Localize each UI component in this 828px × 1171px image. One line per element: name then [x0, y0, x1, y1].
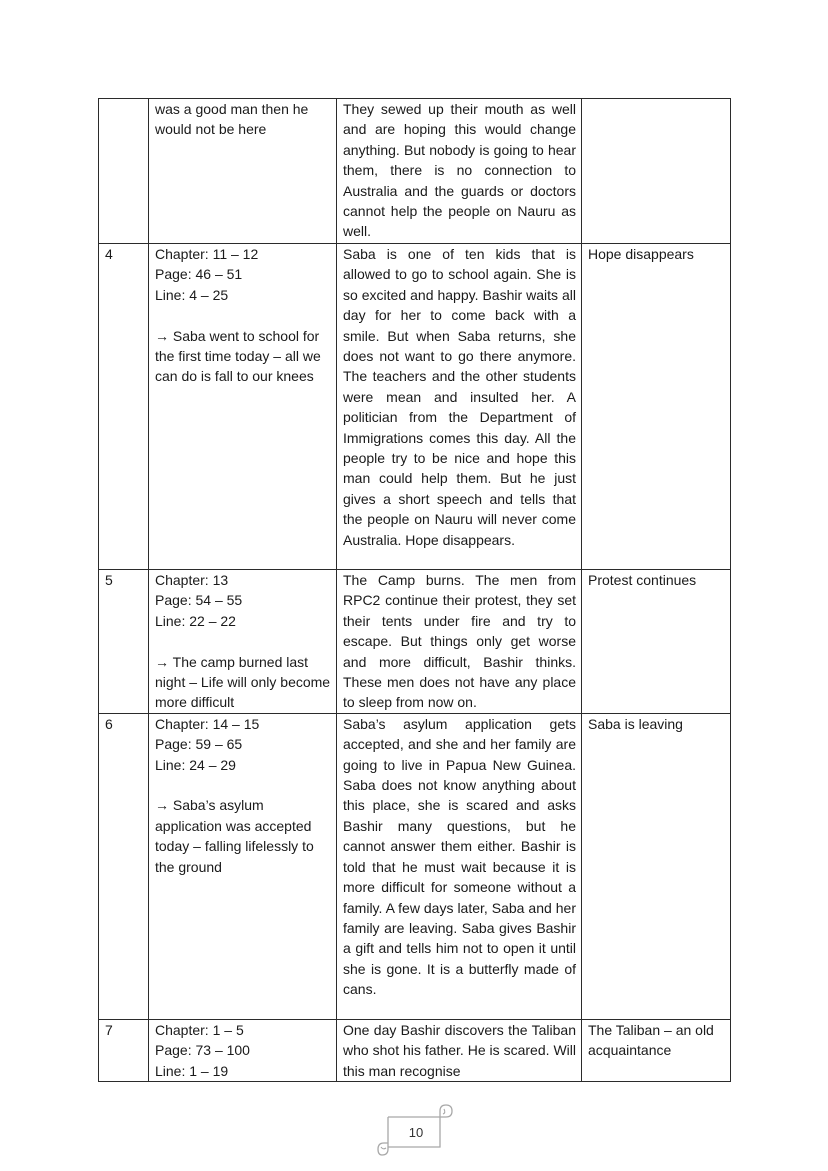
page-ref: Page: 54 – 55	[155, 592, 243, 609]
table-row	[99, 244, 731, 570]
summary-cell: They sewed up their mouth as well and are hoping this would change anything. But nobody is going to hear them, there is no connection to Australia and the guards or doctors cannot help the people on Nauru as well.	[337, 99, 582, 244]
summary-cell: Saba is one of ten kids that is allowed to go to school again. She is so excited and happy. Bashir waits all day for her to come back with a smile. But when Saba returns, she does not want to go there anymore. The teachers and the other students were mean and insulted her. A politician from the Department of Immigrations comes this day. All the people try to be nice and hope this man could help them. But he just gives a short speech and tells that the people on Nauru will never come Australia. Hope disappears.	[337, 244, 582, 570]
table-row	[99, 1019, 731, 1081]
page-ref: Page: 59 – 65	[155, 736, 243, 753]
page-ref: Page: 46 – 51	[155, 266, 243, 283]
quote-text: → Saba’s asylum application was accepted today – falling lifelessly to the ground	[155, 797, 314, 875]
line-ref: Line: 4 – 25	[155, 286, 229, 303]
chapter-ref: Chapter: 11 – 12	[155, 246, 259, 262]
summary-cell: Saba’s asylum application gets accepted, and she and her family are going to live in Papua New Guinea. Saba does not know anything about this place, she is scared and asks Bashir many questions, but he cannot answer them either. Bashir is told that he must wait because it is more difficult for someone without a family. A few days later, Saba and her family are leaving. Saba gives Bashir a gift and tells him not to open it until she is gone. It is a butterfly made of cans.	[337, 713, 582, 1019]
reference-cell	[149, 570, 337, 714]
reference-cell	[149, 99, 337, 244]
title-cell: Saba is leaving	[582, 713, 731, 1019]
chapter-ref: Chapter: 1 – 5	[155, 1021, 244, 1038]
table-row	[99, 713, 731, 1019]
reading-log-table	[98, 98, 731, 1082]
title-cell: Protest continues	[582, 570, 731, 714]
summary-cell: The Camp burns. The men from RPC2 continue their protest, they set their tents under fire and try to escape. But things only get worse and more difficult, Bashir thinks. These men does not have any place to sleep from now on.	[337, 570, 582, 714]
page-footer	[376, 1103, 454, 1161]
title-cell: Hope disappears	[582, 244, 731, 570]
chapter-ref: Chapter: 14 – 15	[155, 715, 260, 732]
summary-cell: One day Bashir discovers the Taliban who shot his father. He is scared. Will this man recognise	[337, 1019, 582, 1081]
table-row	[99, 99, 731, 244]
page-number: 10	[408, 1125, 424, 1140]
entry-number: 6	[99, 713, 149, 1019]
page-ref: Page: 73 – 100	[155, 1042, 250, 1059]
title-cell: The Taliban – an old acquaintance	[582, 1019, 731, 1081]
quote-text: → Saba went to school for the first time today – all we can do is fall to our knees	[155, 327, 321, 385]
reference-cell	[149, 713, 337, 1019]
reference-cell	[149, 1019, 337, 1081]
reference-cell	[149, 244, 337, 570]
chapter-ref: Chapter: 13	[155, 572, 229, 588]
title-cell	[582, 99, 731, 244]
entry-number: 4	[99, 244, 149, 570]
quote-text: → The camp burned last night – Life will only become more difficult	[155, 653, 331, 711]
line-ref: Line: 1 – 19	[155, 1062, 229, 1079]
line-ref: Line: 24 – 29	[155, 756, 236, 773]
table-row	[99, 570, 731, 714]
entry-number: 5	[99, 570, 149, 714]
entry-number	[99, 99, 149, 244]
entry-number: 7	[99, 1019, 149, 1081]
quote-text: was a good man then he would not be here	[155, 101, 309, 138]
line-ref: Line: 22 – 22	[155, 612, 236, 629]
